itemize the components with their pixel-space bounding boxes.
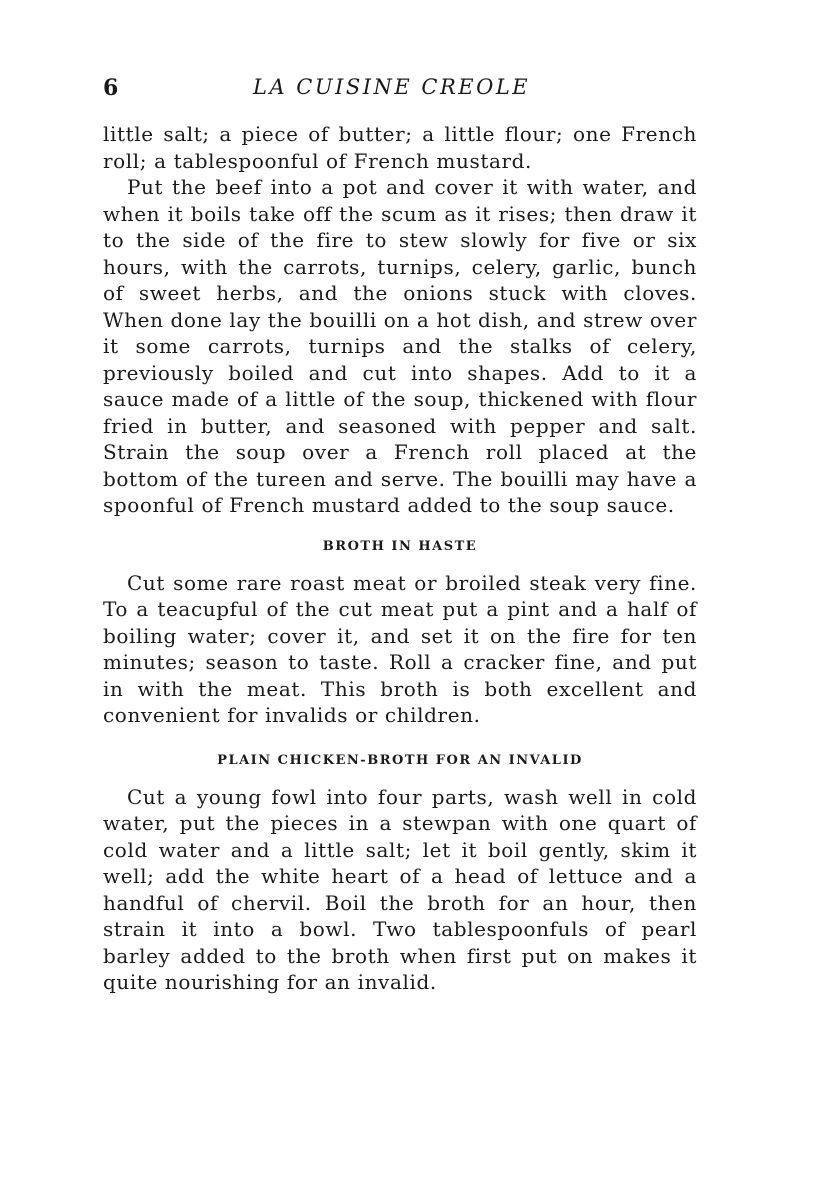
book-page bbox=[103, 75, 697, 996]
paragraph-continued: little salt; a piece of butter; a little flour; one French roll; a tablespoonful of French mustard. bbox=[103, 122, 697, 173]
running-title: LA CUISINE CREOLE bbox=[253, 75, 531, 99]
page-number: 6 bbox=[103, 75, 119, 101]
paragraph-bouilli-method: Put the beef into a pot and cover it with water, and when it boils take off the scum as it rises; then draw it to the side of the fire to stew slowly for five or six hours, with the carrots, turnips, celery, garlic, bunch of sweet herbs, and the onions stuck with cloves. When done lay the bouilli on a hot dish, and strew over it some carrots, turnips and the stalks of celery, previously boiled and cut into shapes. Add to it a sauce made of a little of the soup, thickened with flour fried in butter, and seasoned with pepper and salt. Strain the soup over a French roll placed at the bottom of the tureen and serve. The bouilli may have a spoonful of French mustard added to the soup sauce. bbox=[103, 175, 697, 517]
paragraph-broth-in-haste: Cut some rare roast meat or broiled steak very fine. To a teacupful of the cut meat put a pint and a half of boiling water; cover it, and set it on the fire for ten minutes; season to taste. Roll a cracker fine, and put in with the meat. This broth is both excellent and convenient for invalids or children. bbox=[103, 570, 697, 727]
paragraph-chicken-broth: Cut a young fowl into four parts, wash well in cold water, put the pieces in a stewpan with one quart of cold water and a little salt; let it boil gently, skim it well; add the white heart of a head of lettuce and a handful of chervil. Boil the broth for an hour, then strain it into a bowl. Two tablespoonfuls of pearl barley added to the broth when first put on makes it quite nourishing for an invalid. bbox=[103, 784, 697, 994]
section-heading-chicken-broth: PLAIN CHICKEN-BROTH FOR AN INVALID bbox=[217, 752, 583, 768]
section-heading-broth-in-haste: BROTH IN HASTE bbox=[322, 538, 478, 554]
running-head bbox=[103, 75, 697, 109]
